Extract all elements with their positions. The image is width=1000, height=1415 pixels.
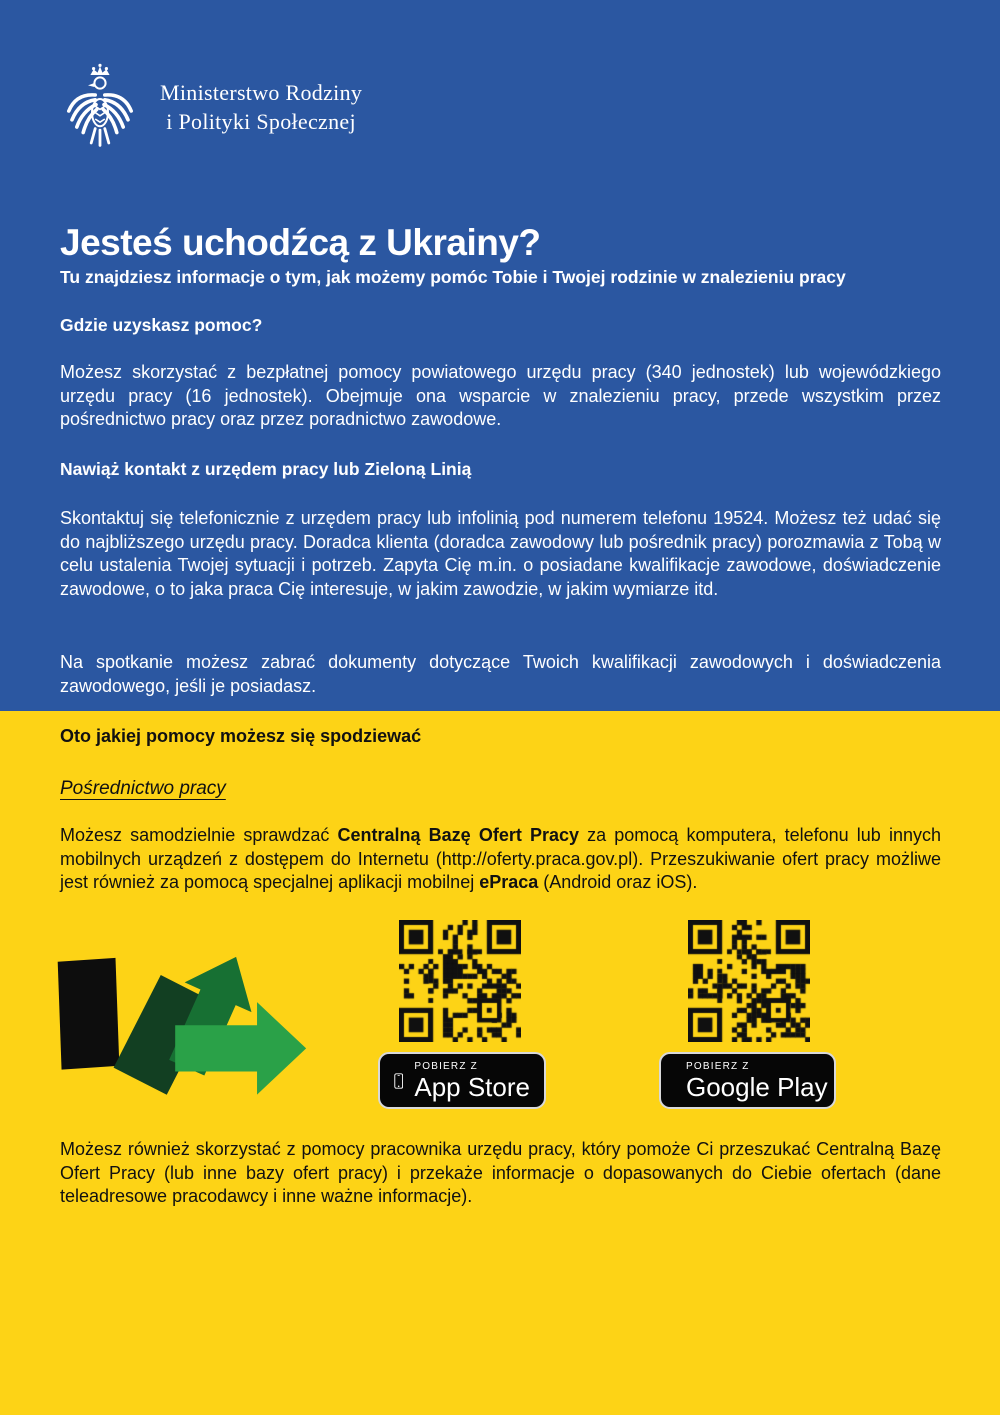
paragraph-documents: Na spotkanie możesz zabrać dokumenty dotyczące Twoich kwalifikacji zawodowych i doświadczenia zawodowego, jeśli je posiadasz. (60, 652, 941, 696)
subheading-job-placement: Pośrednictwo pracy (60, 778, 226, 799)
app-store-badge[interactable] (378, 1052, 546, 1109)
p4-bold-epraca: ePraca (479, 872, 539, 892)
app-store-badge-small-label: POBIERZ Z (414, 1060, 478, 1072)
google-play-badge[interactable] (659, 1052, 836, 1109)
paragraph-free-help: Możesz skorzystać z bezpłatnej pomocy powiatowego urzędu pracy (340 jednostek) lub wojewódzkiego urzędu pracy (16 jednostek). Obejmuje ona wsparcie w znalezieniu pracy, przede wszystkim przez pośrednictwo pracy oraz przez poradnictwo zawodowe. (60, 362, 941, 429)
paragraph-worker-help: Możesz również skorzystać z pomocy pracownika urzędu pracy, który pomoże Ci przeszukać Centralną Bazę Ofert Pracy (lub inne bazy ofert pracy) i przekaże informacje o dopasowanych do Ciebie ofertach (dane teleadresowe pracodawcy i inne ważne informacje). (60, 1139, 941, 1206)
google-play-badge-text (686, 1061, 828, 1101)
arrow-black-card (58, 958, 120, 1070)
page-title: Jesteś uchodźcą z Ukrainy? (60, 222, 541, 263)
p4-text: Możesz samodzielnie sprawdzać (60, 825, 338, 845)
p4-text: za pomocą komputera, telefonu lub innych mobilnych urządzeń z dostępem do Internetu (http://oferty.praca.gov.pl). Przeszukiwanie ofert pracy możliwe jest również za pomocą specjalnej aplikacji mobilnej (60, 825, 941, 892)
employment-services-arrows-logo (50, 930, 310, 1110)
heading-contact-office: Nawiąż kontakt z urzędem pracy lub Zieloną Linią (60, 459, 472, 479)
ministry-name-line2: i Polityki Społecznej (166, 109, 356, 134)
ministry-name-line1: Ministerstwo Rodziny (160, 79, 363, 105)
ministry-name (160, 78, 362, 136)
iphone-outline-icon (394, 1061, 403, 1101)
heading-help-expect: Oto jakiej pomocy możesz się spodziewać (60, 726, 422, 746)
ministry-header (60, 62, 362, 152)
google-play-badge-small-label: POBIERZ Z (686, 1060, 750, 1072)
p4-bold-central-base: Centralną Bazę Ofert Pracy (337, 825, 579, 845)
page-subtitle: Tu znajdziesz informacje o tym, jak możemy pomóc Tobie i Twojej rodzinie w znalezieniu pracy (60, 267, 846, 287)
qr-code-google-play (688, 920, 810, 1042)
app-store-badge-big-label: App Store (414, 1071, 530, 1102)
paragraph-central-job-base (60, 824, 941, 895)
qr-code-app-store (399, 920, 521, 1042)
app-store-badge-text (414, 1061, 530, 1101)
heading-where-help: Gdzie uzyskasz pomoc? (60, 315, 263, 335)
google-play-badge-big-label: Google Play (686, 1071, 828, 1102)
polish-eagle-icon (60, 62, 140, 152)
p4-text: (Android oraz iOS). (538, 872, 698, 892)
paragraph-contact-details: Skontaktuj się telefonicznie z urzędem pracy lub infolinią pod numerem telefonu 19524. Możesz też udać się do najbliższego urzędu pracy. Doradca klienta (doradca zawodowy lub pośrednik pracy) porozmawia z Tobą w celu ustalenia Twojej sytuacji i potrzeb. Zapyta Cię m.in. o posiadane kwalifikacje zawodowe, doświadczenie zawodowe, o to jaka praca Cię interesuje, w jakim zawodzie, w jakim wymiarze itd. (60, 508, 941, 599)
